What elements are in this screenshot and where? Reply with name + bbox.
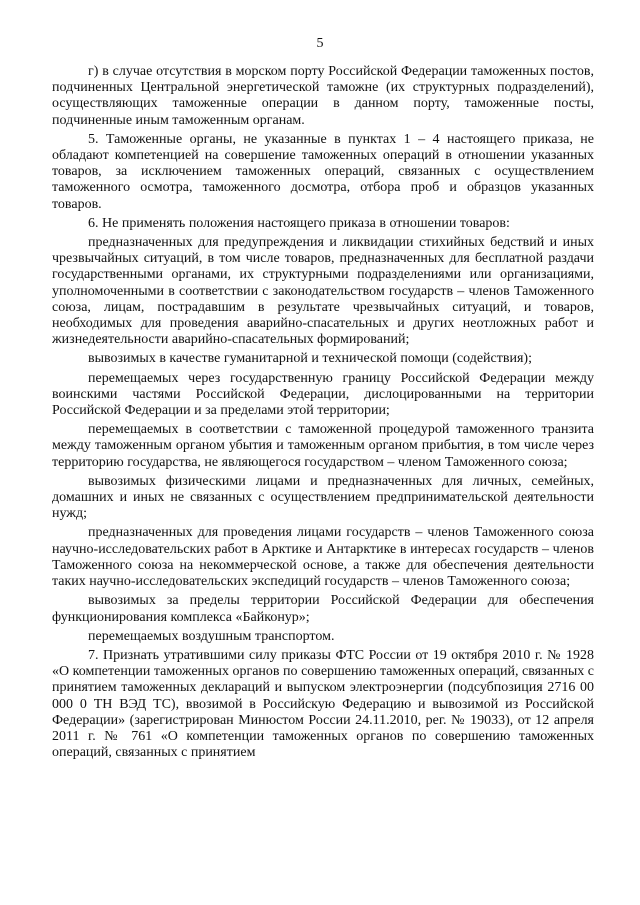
paragraph-item-7: 7. Признать утратившими силу приказы ФТС России от 19 октября 2010 г. № 1928 «О компетенции таможенных органов по совершению таможенных операций, связанных с принятием таможенных деклараций и выпуском электроэнергии (подсубпозиция 2716 00 000 0 ТН ВЭД ТС), ввозимой в Российскую Федерацию и вывозимой из Российской Федерации» (зарегистрирован Минюстом России 24.11.2010, рег. № 19033), от 12 апреля 2011 г. № 761 «О компетенции таможенных органов по совершению таможенных операций, связанных с принятием [52, 647, 594, 761]
paragraph-item-5: 5. Таможенные органы, не указанные в пунктах 1 – 4 настоящего приказа, не обладают компетенцией на совершение таможенных операций в отношении указанных товаров, за исключением таможенных операций, связанных с осуществлением таможенного осмотра, таможенного досмотра, отбора проб и образцов указанных товаров. [52, 131, 594, 212]
document-body [52, 64, 594, 761]
paragraph-military-units: перемещаемых через государственную границу Российской Федерации между воинскими частями Российской Федерации, дислоцированными на территории Российской Федерации и за пределами этой территории; [52, 370, 594, 419]
paragraph-air-transport: перемещаемых воздушным транспортом. [88, 628, 335, 644]
paragraph-emergency-goods: предназначенных для предупреждения и ликвидации стихийных бедствий и иных чрезвычайных ситуаций, в том числе товаров, предназначенных для бесплатной раздачи государственными органами, их структурными подразделениями или организациями, уполномоченными в соответствии с законодательством государств – членов Таможенного союза, лицам, пострадавшим в результате чрезвычайных ситуаций, и товаров, необходимых для проведения аварийно-спасательных и других неотложных работ и жизнедеятельности аварийно-спасательных формирований; [52, 235, 594, 348]
paragraph-baikonur: вывозимых за пределы территории Российской Федерации для обеспечения функционирования комплекса «Байконур»; [52, 593, 594, 625]
paragraph-port-clause: г) в случае отсутствия в морском порту Российской Федерации таможенных постов, подчиненных Центральной энергетической таможне (их структурных подразделений), осуществляющих таможенные операции в данном порту, таможенные посты, подчиненные иным таможенным органам. [52, 64, 594, 128]
paragraph-customs-transit: перемещаемых в соответствии с таможенной процедурой таможенного транзита между таможенным органом убытия и таможенным органом прибытия, в том числе через территорию государства, не являющегося государством – членом Таможенного союза; [52, 422, 594, 470]
paragraph-arctic-research: предназначенных для проведения лицами государств – членов Таможенного союза научно-исследовательских работ в Арктике и Антарктике в интересах государств – членов Таможенного союза на некоммерческой основе, а также для обеспечения деятельности таких научно-исследовательских экспедиций государств – членов Таможенного союза; [52, 525, 594, 590]
paragraph-item-6: 6. Не применять положения настоящего приказа в отношении товаров: [88, 215, 510, 231]
page-number: 5 [316, 36, 324, 51]
paragraph-humanitarian-aid: вывозимых в качестве гуманитарной и технической помощи (содействия); [88, 351, 532, 367]
paragraph-personal-use: вывозимых физическими лицами и предназначенных для личных, семейных, домашних и иных не связанных с осуществлением предпринимательской деятельности нужд; [52, 473, 594, 522]
